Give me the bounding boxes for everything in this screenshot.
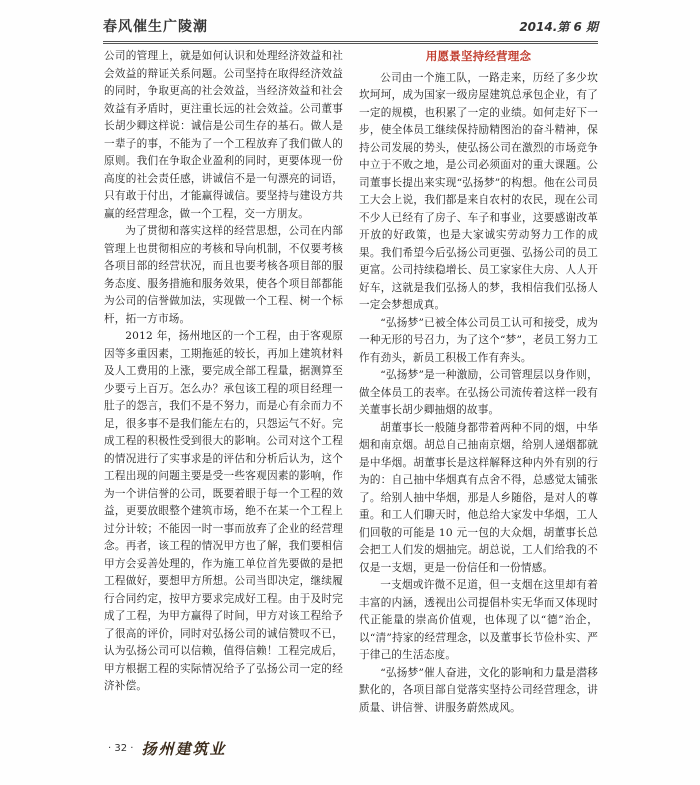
paragraph: 公司由一个施工队，一路走来，历经了多少坎坎坷坷，成为国家一级房屋建筑总承包企业，有了一定的规模，也积累了一定的业绩。如何走好下一步，使全体员工继续保持励精图治的奋斗精神，保持公司发展的势头，使弘扬公司在激烈的市场竞争中立于不败之地，是公司必须面对的重大课题。公司董事长提出来实现“弘扬梦”的构想。他在公司员工大会上说，我们都是来自农村的农民，现在公司不少人已经有了房子、车子和事业，这要感谢改革开放的好政策，也是大家诚实劳动努力工作的成果。我们希望今后弘扬公司更强、弘扬公司的员工更富。公司持续稳增长、员工家家住大房、人人开好车，这就是我们弘扬人的梦，我相信我们弘扬人一定会梦想成真。 — [359, 71, 598, 311]
issue-number: 2014.第 6 期 — [519, 19, 598, 34]
page-footer — [108, 738, 226, 759]
left-column — [104, 48, 343, 696]
paragraph: 2012 年，扬州地区的一个工程，由于客观原因等多重因素，工期拖延的较长，再加上建筑材料及人工费用的上涨，要完成全部工程量，据测算至少要亏上百万。怎么办？承包该工程的项目经理一肚子的怨言，我们不是不努力，而是心有余而力不足，很多事不是我们能左右的，只怨运气不好。完成工程的积极性受到很大的影响。公司对这个工程的情况进行了实事求是的评估和分析后认为，这个工程出现的问题主要是受一些客观因素的影响，作为一个讲信誉的公司，既要着眼于每一个工程的效益，更要放眼整个建筑市场，绝不在某一个工程上过分计较；不能因一时一事而放弃了企业的经营理念。再者，该工程的情况甲方也了解，我们要相信甲方会妥善处理的，作为施工单位首先要做的是把工程做好，要想甲方所想。公司当即决定，继续履行合同约定，按甲方要求完成好工程。由于及时完成了工程，为甲方赢得了时间，甲方对该工程给予了很高的评价，同时对弘扬公司的诚信赞叹不已，认为弘扬公司可以信赖，值得信赖！工程完成后，甲方根据工程的实际情况给予了弘扬公司一定的经济补偿。 — [104, 330, 343, 692]
page-number: · 32 · — [108, 743, 134, 754]
right-column — [359, 48, 598, 717]
magazine-section-title: 春风催生广陵潮 — [103, 19, 208, 35]
publication-logo: 扬州建筑业 — [141, 740, 227, 758]
section-heading: 用愿景坚持经营理念 — [425, 49, 532, 63]
page-header — [103, 13, 598, 39]
header-divider — [103, 41, 598, 44]
paragraph: “弘扬梦”是一种激励，公司管理层以身作则，做全体员工的表率。在弘扬公司流传着这样一段有关董事长胡少卿抽烟的故事。 — [359, 369, 598, 416]
paragraph: 为了贯彻和落实这样的经营思想，公司在内部管理上也贯彻相应的考核和导向机制，不仅要考核各项目部的经营状况，而且也要考核各项目部的服务态度、服务措施和服务效果，使各个项目部都能为公司的信誉做加法，实现做一个工程、树一个标杆，拓一方市场。 — [104, 225, 343, 325]
paragraph: 公司的管理上，就是如何认识和处理经济效益和社会效益的辩证关系问题。公司坚持在取得经济效益的同时，争取更高的社会效益，当经济效益和社会效益有矛盾时，更注重长远的社会效益。公司董事长胡少卿这样说：诚信是公司生存的基石。做人是一辈子的事，不能为了一个工程放弃了我们做人的原则。我们在争取企业盈利的同时，更要体现一份高度的社会责任感，讲诚信不是一句漂亮的词语，只有敢于付出，才能赢得诚信。要坚持与建设方共赢的经营理念，做一个工程，交一方朋友。 — [104, 50, 343, 220]
paragraph: “弘扬梦”催人奋进，文化的影响和力量是潜移默化的，各项目部自觉落实坚持公司经营理念，讲质量、讲信誉、讲服务蔚然成风。 — [359, 666, 598, 714]
paragraph: “弘扬梦”已被全体公司员工认可和接受，成为一种无形的号召力，为了这个“梦”，老员工努力工作有劲头，新员工积极工作有奔头。 — [359, 316, 598, 364]
paragraph: 一支烟或许微不足道，但一支烟在这里却有着丰富的内涵，透视出公司提倡朴实无华而又体现时代正能量的崇高价值观，也体现了以“德”治企，以“清”持家的经营理念，以及董事长节俭朴实、严于律己的生活态度。 — [359, 579, 598, 661]
paragraph: 胡董事长一般随身都带着两种不同的烟，中华烟和南京烟。胡总自己抽南京烟，给别人递烟都就是中华烟。胡董事长是这样解释这种内外有别的行为的：自己抽中华烟真有点舍不得，总感觉太铺张了。给别人抽中华烟，那是人乡随俗，是对人的尊重。和工人们聊天时，他总给大家发中华烟，工人们回敬的可能是 10 元一包的大众烟，胡董事长总会把工人们发的烟抽完。胡总说，工人们给我的不仅是一支烟，更是一份信任和一份情感。 — [359, 421, 598, 574]
